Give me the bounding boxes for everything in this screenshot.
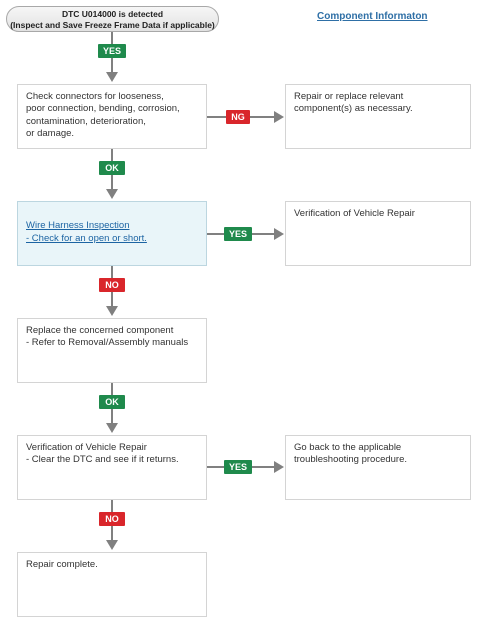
yes-badge-1: YES (98, 44, 126, 58)
ok-badge-1: OK (99, 161, 125, 175)
step-replace-component: Replace the concerned component - Refer to Removal/Assembly manuals (17, 318, 207, 383)
no-badge-1: NO (99, 278, 125, 292)
ng-badge-1: NG (226, 110, 250, 124)
start-node-dtc-detected (6, 6, 219, 32)
arrow-down-icon (106, 189, 118, 199)
yes-badge-2: YES (224, 227, 252, 241)
wire-harness-inspection-link[interactable]: Wire Harness Inspection (26, 220, 130, 232)
step-verification-2: Verification of Vehicle Repair - Clear the DTC and see if it returns. (17, 435, 207, 500)
start-subtitle: (Inspect and Save Freeze Frame Data if applicable) (10, 19, 215, 30)
start-title: DTC U014000 is detected (61, 9, 164, 19)
arrow-down-icon (106, 72, 118, 82)
ok-badge-2: OK (99, 395, 125, 409)
yes-badge-3: YES (224, 460, 252, 474)
step-check-connectors: Check connectors for looseness, poor connection, bending, corrosion, contamination, deterioration, or damage. (17, 84, 207, 149)
step-go-back: Go back to the applicable troubleshooting procedure. (285, 435, 471, 500)
component-information-link[interactable]: Component Informaton (317, 11, 428, 22)
arrow-down-icon (106, 306, 118, 316)
arrow-right-icon (274, 461, 284, 473)
arrow-right-icon (274, 111, 284, 123)
arrow-down-icon (106, 540, 118, 550)
step-repair-replace: Repair or replace relevant component(s) as necessary. (285, 84, 471, 149)
arrow-right-icon (274, 228, 284, 240)
step-wire-harness-inspection (17, 201, 207, 266)
no-badge-2: NO (99, 512, 125, 526)
arrow-down-icon (106, 423, 118, 433)
step-verification-1: Verification of Vehicle Repair (285, 201, 471, 266)
check-open-short-link[interactable]: - Check for an open or short. (26, 232, 147, 244)
step-repair-complete: Repair complete. (17, 552, 207, 617)
